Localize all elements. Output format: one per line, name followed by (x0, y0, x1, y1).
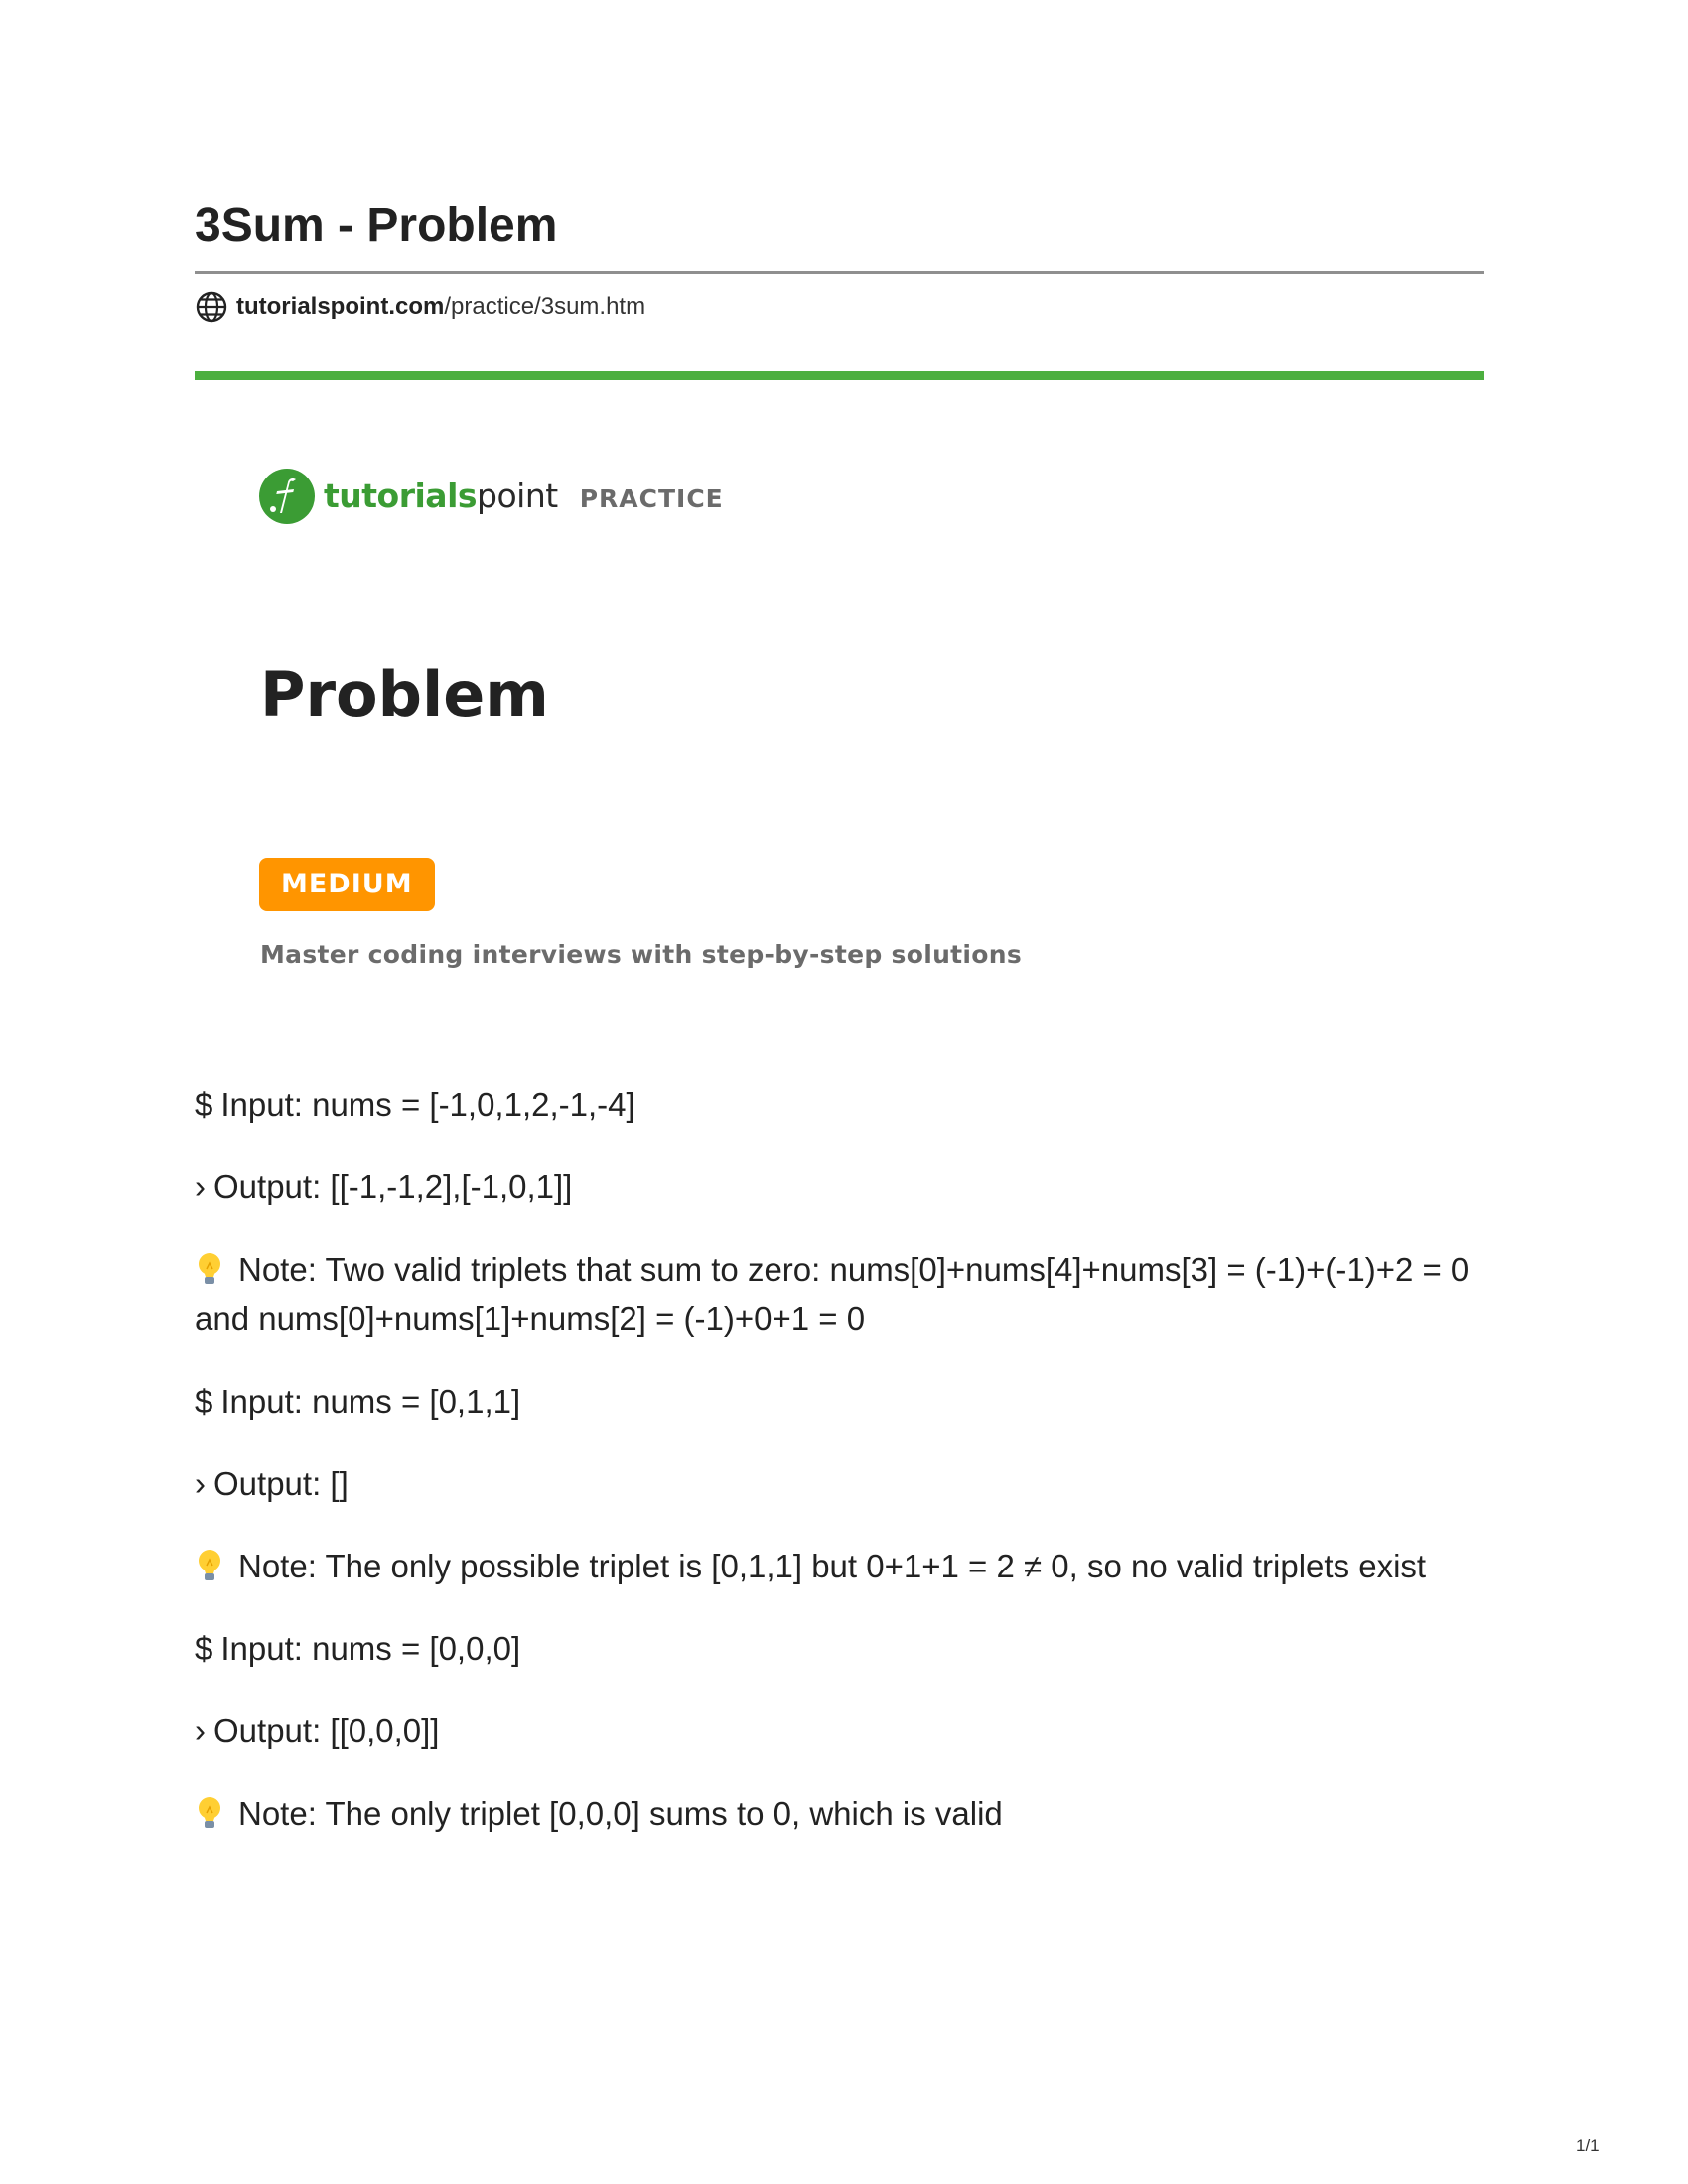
example-input-text: Input: nums = [0,0,0] (220, 1630, 521, 1667)
dollar-prefix: $ (195, 1383, 213, 1420)
brand-word-bold: tutorials (324, 477, 478, 515)
problem-heading: Problem (260, 658, 549, 731)
example-input-text: Input: nums = [-1,0,1,2,-1,-4] (220, 1086, 635, 1123)
example-output-text: Output: [[-1,-1,2],[-1,0,1]] (213, 1168, 573, 1205)
example-input (195, 1624, 1495, 1674)
chevron-prefix: › (195, 1168, 206, 1205)
example-output (195, 1706, 1495, 1756)
example-note (195, 1245, 1495, 1344)
example-output-text: Output: [[0,0,0]] (213, 1712, 440, 1749)
example-input (195, 1377, 1495, 1427)
example-output (195, 1459, 1495, 1509)
lightbulb-icon (195, 1795, 224, 1831)
tagline: Master coding interviews with step-by-step solutions (260, 940, 1023, 969)
page-title: 3Sum - Problem (195, 200, 558, 252)
chevron-prefix: › (195, 1712, 206, 1749)
dollar-prefix: $ (195, 1086, 213, 1123)
example-input-text: Input: nums = [0,1,1] (220, 1383, 521, 1420)
page-number: 1/1 (1576, 2136, 1600, 2155)
example-note-text: Note: Two valid triplets that sum to zero: nums[0]+nums[4]+nums[3] = (-1)+(-1)+2 = 0 and nums[0]+nums[1]+nums[2] = (-1)+0+1 = 0 (195, 1251, 1470, 1337)
lightbulb-icon (195, 1548, 224, 1583)
title-divider (195, 271, 1484, 274)
dollar-prefix: $ (195, 1630, 213, 1667)
chevron-prefix: › (195, 1465, 206, 1502)
brand-header (258, 467, 724, 526)
example-input (195, 1080, 1495, 1130)
source-url[interactable] (195, 290, 645, 324)
lightbulb-icon (195, 1251, 224, 1287)
brand-section-label: PRACTICE (579, 483, 724, 513)
examples-list (195, 1080, 1495, 1871)
difficulty-badge: MEDIUM (259, 858, 435, 911)
tutorialspoint-logo-icon (258, 468, 316, 525)
example-output (195, 1162, 1495, 1212)
green-divider (195, 371, 1484, 380)
example-note (195, 1789, 1495, 1839)
globe-icon (195, 290, 228, 324)
url-path: /practice/3sum.htm (444, 293, 646, 320)
example-note-text: Note: The only possible triplet is [0,1,1] but 0+1+1 = 2 ≠ 0, so no valid triplets exist (238, 1548, 1427, 1584)
example-output-text: Output: [] (213, 1465, 349, 1502)
brand-wordmark (324, 477, 558, 516)
example-note (195, 1542, 1495, 1591)
brand-word-light: point (477, 477, 558, 515)
example-note-text: Note: The only triplet [0,0,0] sums to 0, which is valid (238, 1795, 1003, 1832)
url-domain: tutorialspoint.com (236, 293, 445, 320)
